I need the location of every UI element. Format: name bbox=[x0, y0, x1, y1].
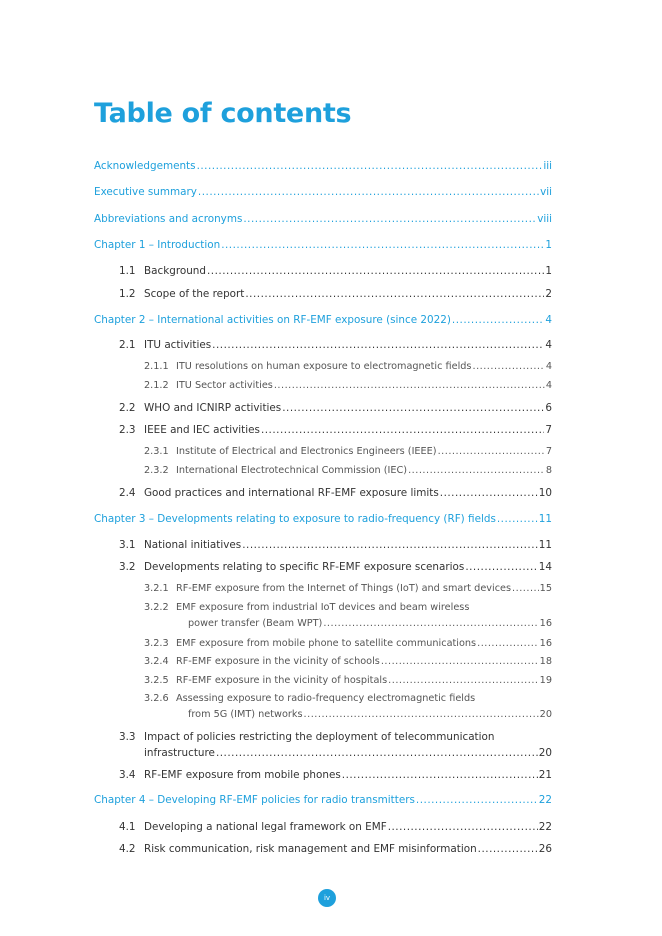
toc-section-number: 1.2 bbox=[119, 288, 136, 300]
toc-entry-label: ITU activities bbox=[144, 339, 212, 351]
toc-entry-acknowledgements[interactable] bbox=[94, 159, 552, 173]
dot-leader bbox=[465, 560, 537, 574]
dot-leader bbox=[342, 768, 538, 782]
dot-leader bbox=[478, 842, 538, 856]
dot-leader bbox=[304, 708, 539, 722]
toc-section-number: 2.1.1 bbox=[144, 361, 169, 372]
toc-entry-3-2[interactable] bbox=[94, 560, 552, 574]
toc-page-number: 7 bbox=[545, 446, 552, 457]
dot-leader bbox=[381, 655, 539, 669]
toc-entry-label: Acknowledgements bbox=[94, 160, 196, 172]
toc-entry-label: Developments relating to specific RF-EMF exposure scenarios bbox=[144, 561, 465, 573]
toc-entry-chapter-4[interactable] bbox=[94, 793, 552, 807]
toc-entry-label: Background bbox=[144, 265, 206, 277]
toc-page-number: 18 bbox=[539, 656, 552, 667]
toc-page-number: 4 bbox=[545, 339, 552, 351]
toc-page-number: vii bbox=[540, 186, 552, 198]
toc-entry-3-2-1[interactable] bbox=[94, 582, 552, 596]
toc-entry-label: Chapter 1 – Introduction bbox=[94, 239, 221, 251]
toc-entry-3-2-5[interactable] bbox=[94, 674, 552, 688]
toc-page-number: 15 bbox=[539, 583, 552, 594]
toc-entry-label-continued: from 5G (IMT) networks bbox=[188, 709, 303, 720]
toc-page-number: 16 bbox=[539, 618, 552, 629]
toc-entry-2-1[interactable] bbox=[94, 338, 552, 352]
dot-leader bbox=[416, 793, 538, 807]
dot-leader bbox=[212, 338, 544, 352]
toc-section-number: 2.3 bbox=[119, 424, 136, 436]
toc-entry-label: IEEE and IEC activities bbox=[144, 424, 260, 436]
toc-entry-label: RF-EMF exposure from the Internet of Things (IoT) and smart devices bbox=[176, 583, 512, 594]
toc-page-number: 11 bbox=[538, 539, 552, 551]
toc-page-number: 21 bbox=[538, 769, 552, 781]
toc-entry-label: Chapter 2 – International activities on RF-EMF exposure (since 2022) bbox=[94, 314, 451, 326]
toc-page-number: 26 bbox=[538, 843, 552, 855]
toc-page-number: 7 bbox=[545, 424, 552, 436]
toc-section-number: 3.2.5 bbox=[144, 675, 169, 686]
dot-leader bbox=[440, 486, 538, 500]
toc-entry-abbreviations[interactable] bbox=[94, 212, 552, 226]
toc-page-number: 2 bbox=[545, 288, 552, 300]
dot-leader bbox=[242, 538, 538, 552]
toc-page-number: viii bbox=[537, 213, 552, 225]
dot-leader bbox=[472, 360, 544, 374]
toc-entry-4-2[interactable] bbox=[94, 842, 552, 856]
toc-entry-label: Developing a national legal framework on EMF bbox=[144, 821, 387, 833]
toc-entry-executive-summary[interactable] bbox=[94, 185, 552, 199]
dot-leader bbox=[388, 820, 538, 834]
toc-section-number: 3.1 bbox=[119, 539, 136, 551]
toc-entry-3-2-2[interactable] bbox=[94, 601, 469, 615]
toc-section-number: 3.2.2 bbox=[144, 602, 169, 613]
toc-entry-label: Institute of Electrical and Electronics Engineers (IEEE) bbox=[176, 446, 437, 457]
dot-leader bbox=[197, 159, 543, 173]
toc-section-number: 2.1.2 bbox=[144, 380, 169, 391]
toc-entry-3-2-2-continued[interactable] bbox=[94, 617, 552, 631]
dot-leader bbox=[261, 423, 544, 437]
toc-page-number: 14 bbox=[538, 561, 552, 573]
toc-entry-label: RF-EMF exposure in the vicinity of hospitals bbox=[176, 675, 388, 686]
dot-leader bbox=[477, 637, 539, 651]
toc-entry-4-1[interactable] bbox=[94, 820, 552, 834]
toc-section-number: 3.2.4 bbox=[144, 656, 169, 667]
dot-leader bbox=[245, 287, 544, 301]
toc-entry-2-3[interactable] bbox=[94, 423, 552, 437]
toc-page-number: 20 bbox=[538, 747, 552, 759]
toc-entry-label: EMF exposure from mobile phone to satellite communications bbox=[176, 638, 477, 649]
toc-page-number: 6 bbox=[545, 402, 552, 414]
toc-entry-2-3-2[interactable] bbox=[94, 464, 552, 478]
toc-page-number: 1 bbox=[545, 239, 552, 251]
toc-entry-3-2-3[interactable] bbox=[94, 637, 552, 651]
page-number-badge: iv bbox=[318, 889, 336, 907]
toc-entry-2-1-1[interactable] bbox=[94, 360, 552, 374]
dot-leader bbox=[497, 512, 538, 526]
toc-entry-label: National initiatives bbox=[144, 539, 242, 551]
toc-section-number: 3.2.6 bbox=[144, 693, 169, 704]
toc-section-number: 1.1 bbox=[119, 265, 136, 277]
toc-entry-2-4[interactable] bbox=[94, 486, 552, 500]
toc-entry-chapter-2[interactable] bbox=[94, 313, 552, 327]
toc-entry-2-3-1[interactable] bbox=[94, 445, 552, 459]
toc-section-number: 2.3.2 bbox=[144, 465, 169, 476]
toc-page-number: 1 bbox=[545, 265, 552, 277]
toc-page-number: 22 bbox=[538, 821, 552, 833]
dot-leader bbox=[282, 401, 544, 415]
toc-entry-label: ITU Sector activities bbox=[176, 380, 273, 391]
toc-page-number: 10 bbox=[538, 487, 552, 499]
toc-entry-2-2[interactable] bbox=[94, 401, 552, 415]
toc-entry-1-1[interactable] bbox=[94, 264, 552, 278]
toc-section-number: 2.1 bbox=[119, 339, 136, 351]
toc-entry-label-continued: power transfer (Beam WPT) bbox=[188, 618, 323, 629]
dot-leader bbox=[207, 264, 544, 278]
toc-entry-3-4[interactable] bbox=[94, 768, 552, 782]
toc-entry-label: EMF exposure from industrial IoT devices and beam wireless bbox=[176, 602, 470, 613]
toc-entry-chapter-1[interactable] bbox=[94, 238, 552, 252]
toc-page-number: 16 bbox=[539, 638, 552, 649]
toc-section-number: 3.3 bbox=[119, 731, 136, 743]
toc-entry-3-2-6-continued[interactable] bbox=[94, 708, 552, 722]
toc-entry-label: Scope of the report bbox=[144, 288, 245, 300]
toc-section-number: 3.2 bbox=[119, 561, 136, 573]
toc-page-number: 11 bbox=[538, 513, 552, 525]
toc-entry-label: Chapter 3 – Developments relating to exposure to radio-frequency (RF) fields bbox=[94, 513, 496, 525]
toc-entry-label: Risk communication, risk management and EMF misinformation bbox=[144, 843, 477, 855]
dot-leader bbox=[274, 379, 545, 393]
dot-leader bbox=[243, 212, 536, 226]
toc-entry-label: Good practices and international RF-EMF exposure limits bbox=[144, 487, 439, 499]
toc-entry-3-2-6[interactable] bbox=[94, 692, 475, 706]
toc-page-number: 4 bbox=[545, 380, 552, 391]
toc-entry-label: RF-EMF exposure in the vicinity of schools bbox=[176, 656, 380, 667]
toc-entry-3-3[interactable] bbox=[94, 730, 494, 744]
toc-entry-label: ITU resolutions on human exposure to electromagnetic fields bbox=[176, 361, 472, 372]
toc-entry-1-2[interactable] bbox=[94, 287, 552, 301]
toc-page-number: 19 bbox=[539, 675, 552, 686]
toc-page-number: 22 bbox=[538, 794, 552, 806]
toc-entry-2-1-2[interactable] bbox=[94, 379, 552, 393]
toc-entry-label: Abbreviations and acronyms bbox=[94, 213, 243, 225]
toc-section-number: 2.4 bbox=[119, 487, 136, 499]
toc-page-number: 20 bbox=[539, 709, 552, 720]
toc-entry-label: RF-EMF exposure from mobile phones bbox=[144, 769, 341, 781]
toc-page-number: 4 bbox=[545, 361, 552, 372]
dot-leader bbox=[198, 185, 539, 199]
toc-entry-label: Impact of policies restricting the deployment of telecommunication bbox=[144, 731, 495, 743]
dot-leader bbox=[323, 617, 538, 631]
toc-page-number: 8 bbox=[545, 465, 552, 476]
dot-leader bbox=[388, 674, 539, 688]
toc-entry-3-2-4[interactable] bbox=[94, 655, 552, 669]
toc-entry-label: Assessing exposure to radio-frequency electromagnetic fields bbox=[176, 693, 476, 704]
toc-entry-chapter-3[interactable] bbox=[94, 512, 552, 526]
dot-leader bbox=[512, 582, 539, 596]
page-title: Table of contents bbox=[94, 98, 352, 129]
toc-entry-3-1[interactable] bbox=[94, 538, 552, 552]
dot-leader bbox=[452, 313, 544, 327]
toc-section-number: 3.2.1 bbox=[144, 583, 169, 594]
toc-entry-label: Chapter 4 – Developing RF-EMF policies for radio transmitters bbox=[94, 794, 415, 806]
toc-entry-3-3-continued[interactable] bbox=[94, 746, 552, 760]
toc-page-number: iii bbox=[543, 160, 552, 172]
toc-section-number: 4.2 bbox=[119, 843, 136, 855]
toc-section-number: 4.1 bbox=[119, 821, 136, 833]
toc-entry-label: Executive summary bbox=[94, 186, 197, 198]
dot-leader bbox=[216, 746, 538, 760]
toc-section-number: 3.2.3 bbox=[144, 638, 169, 649]
dot-leader bbox=[438, 445, 545, 459]
dot-leader bbox=[221, 238, 544, 252]
toc-entry-label-continued: infrastructure bbox=[144, 747, 215, 759]
toc-section-number: 3.4 bbox=[119, 769, 136, 781]
toc-entry-label: International Electrotechnical Commission (IEC) bbox=[176, 465, 408, 476]
toc-page-number: 4 bbox=[545, 314, 552, 326]
toc-section-number: 2.2 bbox=[119, 402, 136, 414]
toc-section-number: 2.3.1 bbox=[144, 446, 169, 457]
dot-leader bbox=[408, 464, 545, 478]
toc-entry-label: WHO and ICNIRP activities bbox=[144, 402, 282, 414]
